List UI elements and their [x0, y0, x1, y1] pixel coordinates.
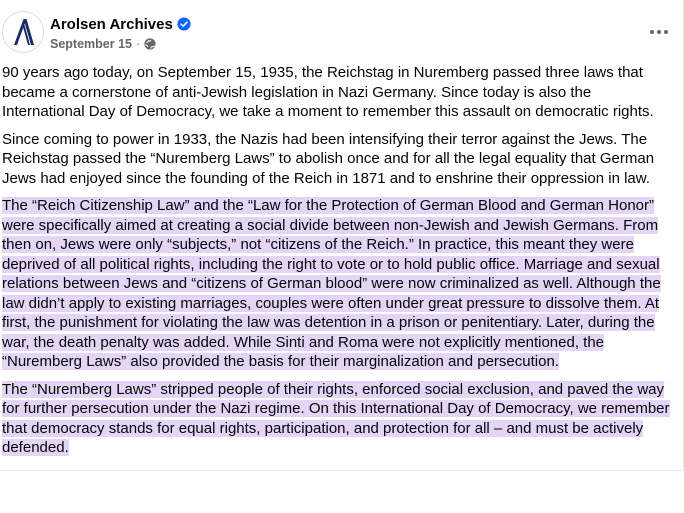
page-name-link[interactable]: Arolsen Archives — [50, 15, 173, 33]
post-paragraph-highlighted — [2, 380, 676, 458]
selected-text: The “Reich Citizenship Law” and the “Law for the Protection of German Blood and German Honor” were specifically aimed at creating a social divide between non-Jewish and Jewish Germans. From then on, Jews were only “subjects,” not “citizens of the Reich.” In practice, this meant they were deprived of all political rights, including the right to vote or to hold public office. Marriage and sexual relations between Jews and “citizens of German blood” were now criminalized as well. Although the law didn’t apply to existing marriages, couples were often under great pressure to dissolve them. At first, the punishment for violating the law was detention in a prison or penitentiary. Later, during the war, the death penalty was added. While Sinti and Roma were not explicitly mentioned, the “Nuremberg Laws” also provided the basis for their marginalization and persecution. — [2, 197, 661, 370]
more-options-button[interactable] — [646, 22, 672, 42]
page-avatar[interactable] — [2, 11, 44, 53]
verified-badge-icon — [177, 17, 191, 31]
post-paragraph: 90 years ago today, on September 15, 1935, the Reichstag in Nuremberg passed three laws that became a cornerstone of anti-Jewish legislation in Nazi Germany. Since today is also the International Day of Democracy, we take a moment to remember this assault on democratic rights. — [2, 64, 654, 120]
post-header — [0, 0, 684, 62]
selected-text: The “Nuremberg Laws” stripped people of their rights, enforced social exclusion, and paved the way for further persecution under the Nazi regime. On this International Day of Democracy, we remember that democracy stands for equal rights, participation, and protection for all – and must be actively defended. — [2, 380, 670, 456]
post-paragraph-highlighted — [2, 196, 676, 372]
name-row — [50, 14, 191, 34]
more-horizontal-icon — [650, 30, 654, 34]
post-paragraph: Since coming to power in 1933, the Nazis had been intensifying their terror against the Jews. The Reichstag passed the “Nuremberg Laws” to abolish once and for all the legal equality that German Jews had enjoyed since the founding of the Reich in 1871 and to enshrine their oppression in law. — [2, 130, 655, 187]
post-meta — [50, 36, 156, 52]
post-message — [2, 63, 676, 466]
arolsen-logo-icon — [3, 12, 43, 52]
post-date-link[interactable]: September 15 — [50, 37, 132, 51]
globe-icon[interactable] — [144, 38, 156, 50]
meta-separator: · — [135, 37, 141, 51]
